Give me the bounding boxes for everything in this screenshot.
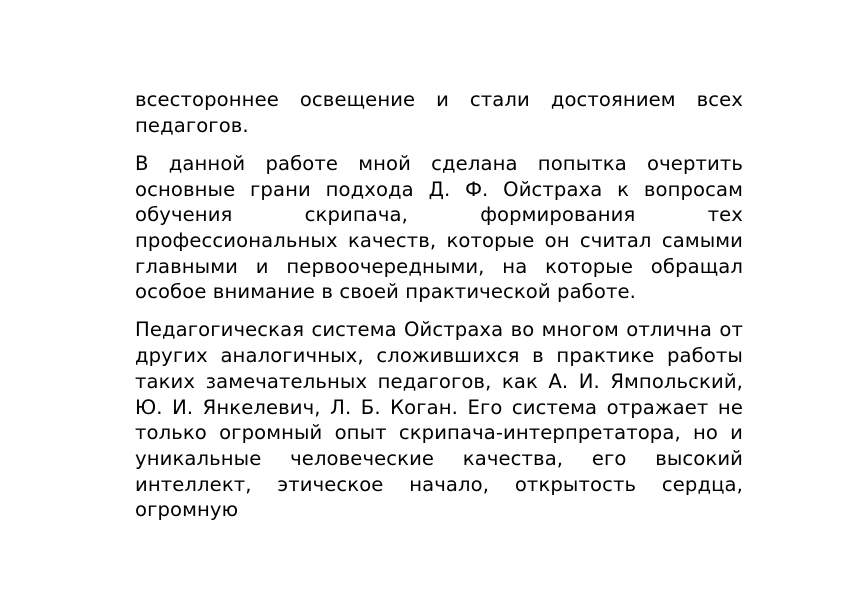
paragraph-continuation: всестороннее освещение и стали достоянием всех педагогов. (135, 88, 743, 137)
paragraph-work-purpose: В данной работе мной сделана попытка очертить основные грани подхода Д. Ф. Ойстраха к вопросам обучения скрипача, формирования тех профессиональных качеств, которые он считал самыми главными и первоочередными, на которые обращал особое внимание в своей практической работе. (135, 151, 743, 304)
text-body (135, 87, 743, 535)
paragraph-pedagogical-system: Педагогическая система Ойстраха во многом отлична от других аналогичных, сложившихся в практике работы таких замечательных педагогов, как А. И. Ямпольский, Ю. И. Янкелевич, Л. Б. Коган. Его система отражает не только огромный опыт скрипача-интерпретатора, но и уникальные человеческие качества, его высокий интеллект, этическое начало, открытость сердца, огромную (135, 318, 743, 522)
